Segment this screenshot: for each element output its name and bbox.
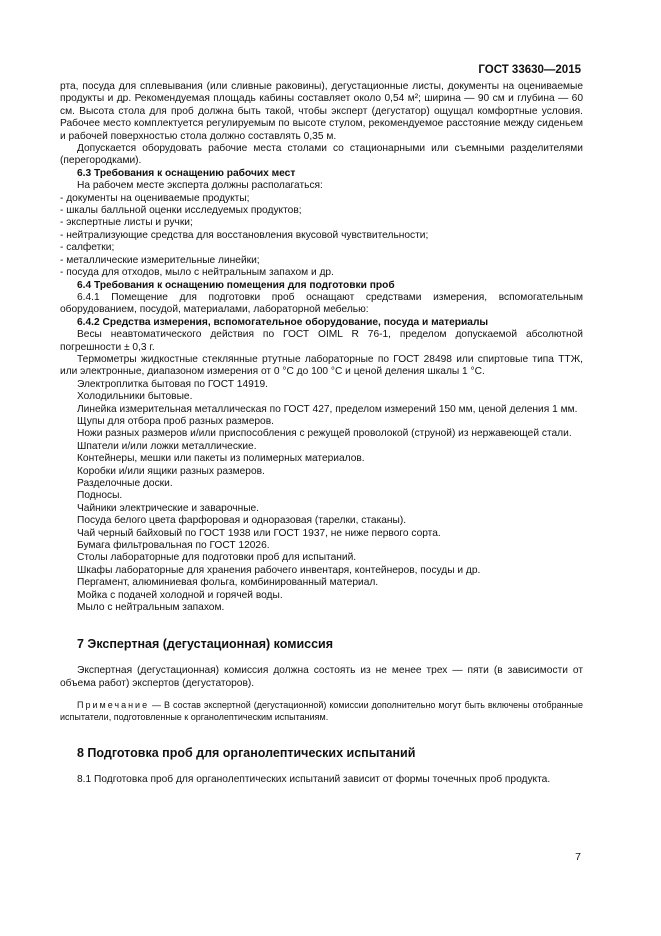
- list-item: Линейка измерительная металлическая по ГОСТ 427, пределом измерений 150 мм, ценой деления 1 мм.: [77, 403, 578, 415]
- paragraph: рта, посуда для сплевывания (или сливные раковины), дегустационные листы, документы на оцениваемые продукты и др. Рекомендуемая площадь кабины составляет около 0,54 м²; ширина — 90 см и глубина — 60 см. Высота стола для проб должна быть такой, чтобы эксперт (дегустатор) ощущал комфортные условия. Рабочее место комплектуется регулируемым по высоте стулом, рекомендуемое расстояние между сиденьем и рабочей поверхностью стола должно составлять 0,35 м.: [60, 81, 583, 142]
- list-item: Подносы.: [77, 490, 123, 502]
- list-item: - металлические измерительные линейки;: [60, 254, 260, 266]
- list-item: Ножи разных размеров и/или приспособления с режущей проволокой (струной) из нержавеющей стали.: [77, 428, 572, 440]
- section-heading-6-3: 6.3 Требования к оснащению рабочих мест: [77, 167, 296, 179]
- list-item: - нейтрализующие средства для восстановления вкусовой чувствительности;: [60, 229, 429, 241]
- note-text: — В состав экспертной (дегустационной) комиссии дополнительно могут быть включены отобранные испытатели, подготовленные к органолептическим испытаниям.: [60, 700, 583, 722]
- paragraph: Экспертная (дегустационная) комиссия должна состоять из не менее трех — пяти (в зависимости от объема работ) экспертов (дегустаторов).: [60, 665, 583, 689]
- section-heading-8: 8 Подготовка проб для органолептических испытаний: [77, 746, 416, 761]
- list-item: Термометры жидкостные стеклянные ртутные лабораторные по ГОСТ 28498 или спиртовые типа ТТЖ, или электронные, диапазоном измерения от 0 °С до 100 °С и ценой деления шкалы 1 °С.: [60, 353, 583, 378]
- list-item: Бумага фильтровальная по ГОСТ 12026.: [77, 540, 270, 552]
- list-item: Чай черный байховый по ГОСТ 1938 или ГОСТ 1937, не ниже первого сорта.: [77, 527, 441, 539]
- document-id: ГОСТ 33630—2015: [478, 64, 581, 76]
- section-heading-6-4: 6.4 Требования к оснащению помещения для подготовки проб: [77, 279, 395, 291]
- paragraph: 6.4.1 Помещение для подготовки проб оснащают средствами измерения, вспомогательным оборудованием, посудой, материалами, лабораторной мебелью:: [60, 291, 583, 316]
- list-item: Щупы для отбора проб разных размеров.: [77, 415, 274, 427]
- paragraph: 8.1 Подготовка проб для органолептических испытаний зависит от формы точечных проб продукта.: [77, 774, 551, 786]
- list-item: Коробки и/или ящики разных размеров.: [77, 465, 265, 477]
- list-item: Холодильники бытовые.: [77, 391, 193, 403]
- list-item: - салфетки;: [60, 242, 115, 254]
- list-item: - шкалы балльной оценки исследуемых продуктов;: [60, 205, 302, 217]
- page-body: [60, 81, 583, 787]
- list-item: Весы неавтоматического действия по ГОСТ OIML R 76-1, пределом допускаемой абсолютной погрешности ± 0,3 г.: [60, 329, 583, 353]
- note: [60, 700, 583, 723]
- paragraph: Допускается оборудовать рабочие места столами со стационарными или съемными разделителями (перегородками).: [60, 143, 583, 167]
- list-item: Разделочные доски.: [77, 478, 173, 489]
- section-heading-6-4-2: 6.4.2 Средства измерения, вспомогательное оборудование, посуда и материалы: [77, 316, 489, 328]
- note-label: Примечание: [77, 700, 150, 711]
- list-item: Посуда белого цвета фарфоровая и одноразовая (тарелки, стаканы).: [77, 515, 407, 527]
- page-number: 7: [575, 851, 581, 863]
- section-heading-7: 7 Экспертная (дегустационная) комиссия: [77, 637, 334, 652]
- paragraph: На рабочем месте эксперта должны располагаться:: [77, 180, 323, 192]
- list-item: Столы лабораторные для подготовки проб для испытаний.: [77, 552, 357, 564]
- list-item: Пергамент, алюминиевая фольга, комбинированный материал.: [77, 577, 379, 589]
- list-item: Шпатели и/или ложки металлические.: [77, 440, 257, 452]
- list-item: Чайники электрические и заварочные.: [77, 502, 260, 514]
- list-item: Шкафы лабораторные для хранения рабочего инвентаря, контейнеров, посуды и др.: [77, 564, 481, 576]
- list-item: Мыло с нейтральным запахом.: [77, 602, 225, 614]
- list-item: - документы на оцениваемые продукты;: [60, 192, 250, 204]
- list-item: - посуда для отходов, мыло с нейтральным запахом и др.: [60, 267, 334, 279]
- list-item: Электроплитка бытовая по ГОСТ 14919.: [77, 378, 268, 390]
- list-item: - экспертные листы и ручки;: [60, 217, 193, 229]
- list-item: Контейнеры, мешки или пакеты из полимерных материалов.: [77, 453, 365, 465]
- list-item: Мойка с подачей холодной и горячей воды.: [77, 589, 283, 601]
